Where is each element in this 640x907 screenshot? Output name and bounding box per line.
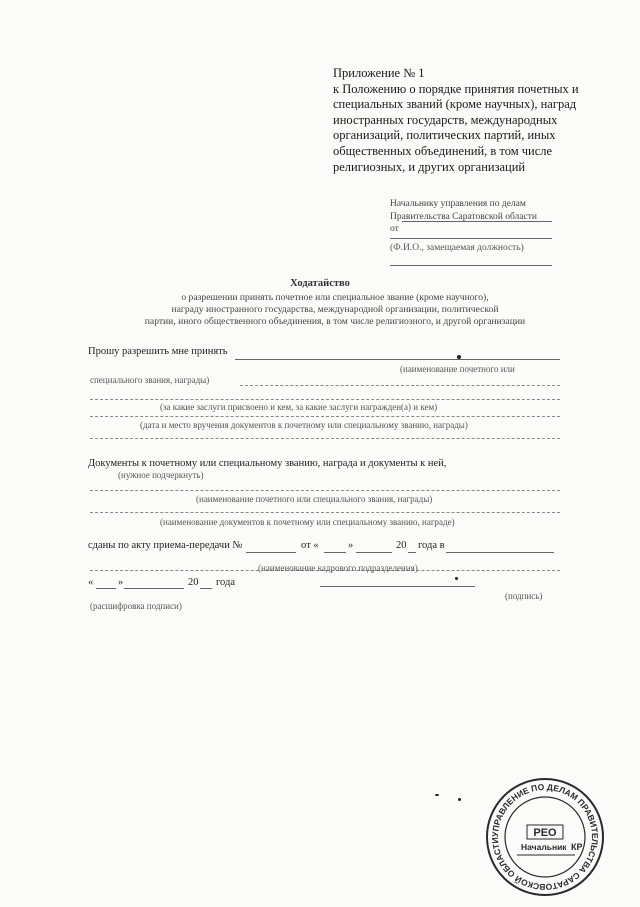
official-seal bbox=[483, 775, 607, 899]
appendix-line: общественных объединений, в том числе bbox=[333, 143, 553, 158]
from-close: » bbox=[348, 540, 354, 551]
year-suffix: года в bbox=[418, 540, 445, 551]
caption-docs: (наименование документов к почетному или специальному званию, награде) bbox=[160, 517, 455, 527]
appendix-line: специальных званий (кроме научных), наград bbox=[333, 97, 577, 112]
date-open: « bbox=[88, 577, 94, 588]
appendix-line: к Положению о порядке принятия почетных и bbox=[333, 81, 579, 96]
documents-text: Документы к почетному или специальному званию, награда и документы к ней, bbox=[88, 458, 447, 469]
addressee-block bbox=[390, 198, 537, 236]
date-close: » bbox=[118, 577, 124, 588]
addressee-blank-line bbox=[390, 238, 552, 239]
seal-label: Начальник bbox=[521, 842, 567, 852]
subtitle-line: награду иностранного государства, международной организации, политической bbox=[171, 304, 499, 316]
appendix-line: религиозных, и других организаций bbox=[333, 159, 526, 174]
caption-name-cont: специального звания, награды) bbox=[90, 375, 210, 385]
scan-speck bbox=[455, 577, 458, 580]
subtitle-line: о разрешении принять почетное или специальное звание (кроме научного), bbox=[181, 292, 489, 303]
appendix-header bbox=[333, 66, 579, 175]
caption-signature: (подпись) bbox=[505, 591, 543, 601]
date-year: 20 bbox=[188, 577, 199, 588]
documents-hint: (нужное подчеркнуть) bbox=[118, 470, 204, 480]
caption-by-whom: (за какие заслуги присвоено и кем, за какие заслуги награжден(а) и кем) bbox=[160, 402, 438, 412]
award-name-line bbox=[235, 359, 560, 360]
date-suffix: года bbox=[216, 577, 235, 588]
signature-line bbox=[320, 586, 475, 587]
caption-hr: (наименование кадрового подразделения) bbox=[258, 563, 418, 573]
caption-name: (наименование почетного или bbox=[400, 364, 515, 374]
caption-date-place: (дата и место вручения документов к почетному или специальному званию, награды) bbox=[140, 420, 468, 430]
day-line bbox=[324, 552, 346, 553]
addressee-from: от bbox=[390, 224, 399, 234]
subtitle-line: партии, иного общественного объединения, в том числе религиозного, и другой организации bbox=[144, 316, 526, 328]
hr-dept-line bbox=[446, 552, 554, 553]
dashed-line bbox=[90, 512, 560, 513]
addressee-caption: (Ф.И.О., замещаемая должность) bbox=[390, 243, 524, 253]
petition-subtitle bbox=[100, 292, 570, 329]
date-month-line bbox=[124, 588, 184, 589]
addressee-line: Правительства Саратовской области bbox=[390, 211, 537, 222]
seal-code: РЕО bbox=[533, 827, 557, 839]
dashed-line bbox=[240, 385, 560, 386]
month-line bbox=[356, 552, 392, 553]
seal-tag: КР bbox=[571, 842, 583, 852]
act-number-line bbox=[246, 552, 296, 553]
addressee-blank-line-2 bbox=[390, 265, 552, 266]
handover-text: сданы по акту приема-передачи № bbox=[88, 540, 243, 551]
scan-speck bbox=[457, 355, 461, 359]
date-day-line bbox=[96, 588, 116, 589]
seal-icon bbox=[483, 775, 607, 899]
appendix-line: Приложение № 1 bbox=[333, 66, 425, 80]
from-text: от « bbox=[301, 540, 319, 551]
scan-speck bbox=[458, 798, 461, 801]
dashed-line bbox=[90, 416, 560, 417]
year-line bbox=[408, 552, 416, 553]
addressee-line: Начальнику управления по делам bbox=[390, 199, 526, 209]
scan-speck bbox=[435, 794, 439, 796]
request-text: Прошу разрешить мне принять bbox=[88, 346, 228, 357]
addressee-from-line bbox=[402, 221, 552, 222]
petition-title: Ходатайство bbox=[290, 278, 350, 289]
appendix-line: организаций, политических партий, иных bbox=[333, 128, 556, 143]
dashed-line bbox=[90, 399, 560, 400]
year-text: 20 bbox=[396, 540, 407, 551]
date-year-line bbox=[200, 588, 212, 589]
appendix-line: иностранных государств, международных bbox=[333, 112, 558, 127]
dashed-line bbox=[90, 490, 560, 491]
svg-text:УПРАВЛЕНИЕ ПО ДЕЛАМ ПРАВИТЕЛЬС: УПРАВЛЕНИЕ ПО ДЕЛАМ ПРАВИТЕЛЬСТВА САРАТОВСКОЙ ОБЛАСТИ bbox=[489, 781, 601, 893]
caption-decoding: (расшифровка подписи) bbox=[90, 601, 182, 611]
caption-award: (наименование почетного или специального звания, награды) bbox=[196, 494, 433, 504]
dashed-line bbox=[90, 438, 560, 439]
